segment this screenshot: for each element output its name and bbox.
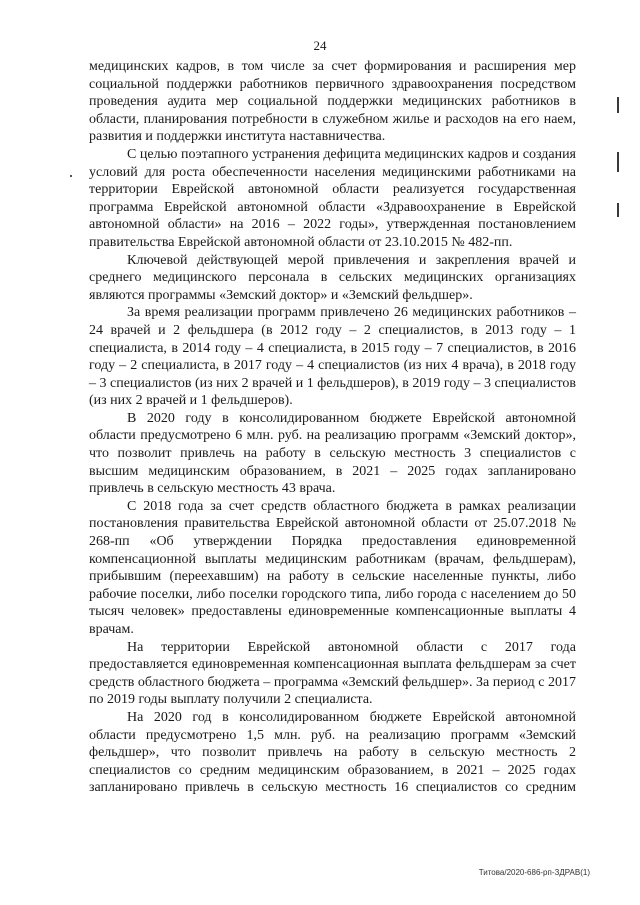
paragraph-compensation-payments: С 2018 года за счет средств областного бюджета в рамках реализации постановления правительства Еврейской автономной области от 25.07.2018 № 268-пп «Об утверждении Порядка предоставления единовременной компенсационной выплаты медицинским работникам (врачам, фельдшерам), прибывшим (переехавшим) на работу в сельские населенные пункты, либо рабочие поселки, либо поселки городского типа, либо города с населением до 50 тысяч человек» предоставлены единовременные компенсационные выплаты 4 врачам. — [89, 498, 576, 637]
scan-edge-mark — [617, 203, 619, 217]
document-footer-code: Титова/2020-686-рп-ЗДРАВ(1) — [478, 868, 590, 877]
scan-edge-mark — [617, 97, 619, 113]
scan-edge-mark — [617, 152, 619, 172]
paragraph-continuation: медицинских кадров, в том числе за счет формирования и расширения мер социальной поддержки работников первичного здравоохранения посредством проведения аудита мер социальной поддержки медицинских работников в области, планирования потребности в служебном жилье и расходов на его наем, развития и поддержки института наставничества. — [89, 59, 576, 145]
paragraph-zemsky-feldsher: На территории Еврейской автономной области с 2017 года предоставляется единовременная компенсационная выплата фельдшерам за счет средств областного бюджета – программа «Земский фельдшер». За период с 2017 по 2019 годы выплату получили 2 специалиста. — [89, 639, 576, 708]
document-body — [89, 58, 576, 797]
paragraph-key-measure: Ключевой действующей мерой привлечения и закрепления врачей и среднего медицинского персонала в сельских медицинских организациях являются программы «Земский доктор» и «Земский фельдшер». — [89, 252, 576, 303]
paragraph-budget-zemsky-feldsher: На 2020 год в консолидированном бюджете Еврейской автономной области предусмотрено 1,5 млн. руб. на реализацию программ «Земский фельдшер», что позволит привлечь на работу в сельскую местность 2 специалистов со средним медицинским образованием, в 2021 – 2025 годах запланировано привлечь в сельскую местность 16 специалистов со средним — [89, 709, 576, 796]
page-number: 24 — [313, 38, 327, 53]
paragraph-attracted-workers: За время реализации программ привлечено 26 медицинских работников – 24 врачей и 2 фельдшера (в 2012 году – 2 специалистов, в 2013 году – 1 специалиста, в 2014 году – 4 специалиста, в 2015 году – 7 специалистов, в 2016 году – 2 специалиста, в 2017 году – 4 специалистов (из них 4 врача), в 2018 году – 3 специалистов (из них 2 врачей и 1 фельдшеров), в 2019 году – 3 специалистов (из них 2 врачей и 1 фельдшеров). — [89, 305, 576, 409]
paragraph-health-program: С целью поэтапного устранения дефицита медицинских кадров и создания условий для роста обеспеченности населения медицинскими работниками на территории Еврейской автономной области реализуется государственная программа Еврейской автономной области «Здравоохранение в Еврейской автономной области» на 2016 – 2022 годы», утвержденная постановлением правительства Еврейской автономной области от 23.10.2015 № 482-пп. — [89, 146, 576, 250]
scan-artifact — [70, 175, 72, 177]
paragraph-budget-zemsky-doctor: В 2020 году в консолидированном бюджете Еврейской автономной области предусмотрено 6 млн. руб. на реализацию программ «Земский доктор», что позволит привлечь на работу в сельскую местность 3 специалистов с высшим медицинским образованием, в 2021 – 2025 годах запланировано привлечь в сельскую местность 43 врача. — [89, 410, 576, 497]
